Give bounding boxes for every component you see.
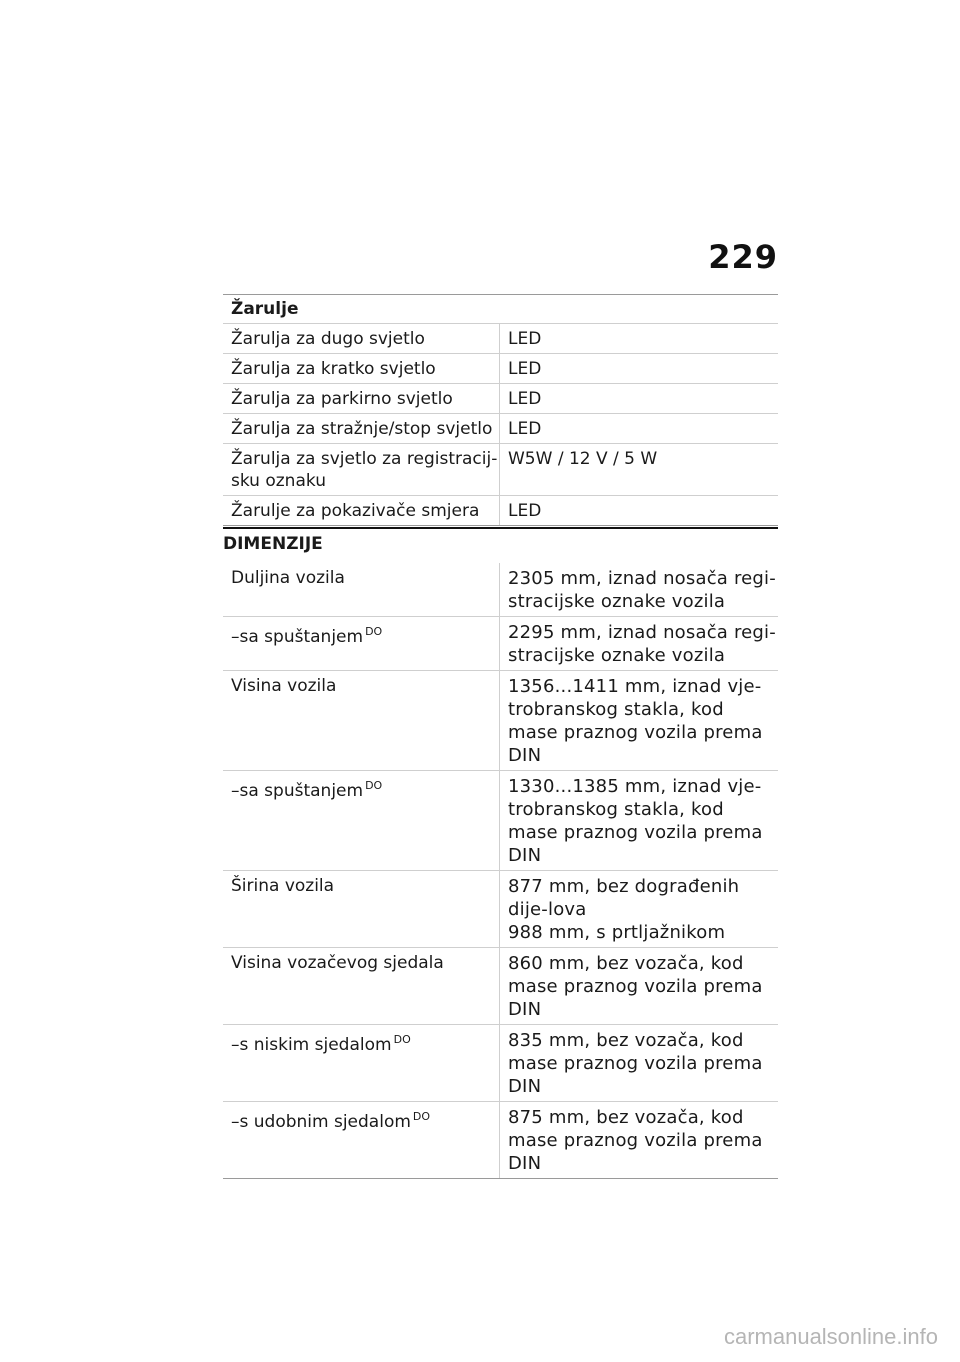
dimension-label-text: –s udobnim sjedalom (231, 1112, 411, 1132)
bulb-label: Žarulja za kratko svjetlo (223, 354, 500, 383)
option-superscript: DO (412, 1110, 431, 1123)
table-row (223, 496, 778, 526)
dimension-label (223, 948, 500, 1024)
bulb-value: W5W / 12 V / 5 W (508, 449, 658, 469)
option-superscript: DO (393, 1033, 411, 1046)
dimension-value-line: 877 mm, bez dograđenih dije-lova (508, 876, 740, 920)
dimension-value: 2295 mm, iznad nosača regi-stracijske oznake vozila (508, 622, 776, 666)
option-superscript: DO (365, 779, 383, 792)
bulbs-heading: Žarulje (223, 295, 778, 324)
table-row (223, 414, 778, 444)
dimension-label-text: Širina vozila (231, 876, 335, 896)
dimension-value: 860 mm, bez vozača, kod mase praznog vozila prema DIN (508, 953, 763, 1020)
dimension-value: 1356...1411 mm, iznad vje-trobranskog stakla, kod mase praznog vozila prema DIN (508, 676, 763, 766)
dimension-label-text: –sa spuštanjem (231, 781, 364, 801)
dimension-label (223, 871, 500, 947)
dimensions-table (223, 563, 778, 1179)
bulb-value: LED (508, 359, 542, 379)
bulb-value: LED (508, 329, 542, 349)
bulb-label: Žarulje za pokazivače smjera (223, 496, 500, 525)
table-row (223, 354, 778, 384)
dimension-value: 835 mm, bez vozača, kod mase praznog vozila prema DIN (508, 1030, 763, 1097)
section-divider (223, 527, 778, 529)
bulb-label: Žarulja za stražnje/stop svjetlo (223, 414, 500, 443)
dimension-label (223, 563, 500, 616)
table-row (223, 324, 778, 354)
bulb-value: LED (508, 501, 542, 521)
page-number: 229 (708, 238, 778, 276)
table-row (223, 871, 778, 948)
bulb-label: Žarulja za parkirno svjetlo (223, 384, 500, 413)
table-row (223, 444, 778, 496)
dimension-label-text: –s niskim sjedalom (231, 1035, 392, 1055)
dimensions-heading: DIMENZIJE (223, 534, 323, 554)
dimension-value: 1330...1385 mm, iznad vje-trobranskog stakla, kod mase praznog vozila prema DIN (508, 776, 763, 866)
table-row (223, 671, 778, 771)
dimension-value: 875 mm, bez vozača, kod mase praznog vozila prema DIN (508, 1107, 763, 1174)
dimension-value (500, 871, 778, 947)
table-row (223, 1102, 778, 1179)
option-superscript: DO (365, 625, 383, 638)
table-row (223, 1025, 778, 1102)
dimension-label-text: –sa spuštanjem (231, 627, 364, 647)
dimension-value: 2305 mm, iznad nosača regi-stracijske oznake vozila (508, 568, 776, 612)
dimension-label-text: Duljina vozila (231, 568, 345, 588)
table-row (223, 617, 778, 671)
bulb-value: LED (508, 389, 542, 409)
watermark: carmanualsonline.info (723, 1324, 938, 1349)
table-row (223, 563, 778, 617)
dimension-label (223, 671, 500, 770)
dimension-label (223, 771, 500, 870)
dimension-label-text: Visina vozila (231, 676, 337, 696)
bulbs-table (223, 294, 778, 526)
table-row (223, 948, 778, 1025)
table-row (223, 384, 778, 414)
dimension-value-line: 988 mm, s prtljažnikom (508, 922, 726, 943)
dimension-label (223, 1025, 500, 1101)
dimension-label (223, 617, 500, 670)
bulb-label: Žarulja za dugo svjetlo (223, 324, 500, 353)
dimension-label (223, 1102, 500, 1178)
bulb-value: LED (508, 419, 542, 439)
bulb-label: Žarulja za svjetlo za registracij-sku oznaku (223, 444, 500, 495)
dimension-label-text: Visina vozačevog sjedala (231, 953, 444, 973)
table-row (223, 771, 778, 871)
